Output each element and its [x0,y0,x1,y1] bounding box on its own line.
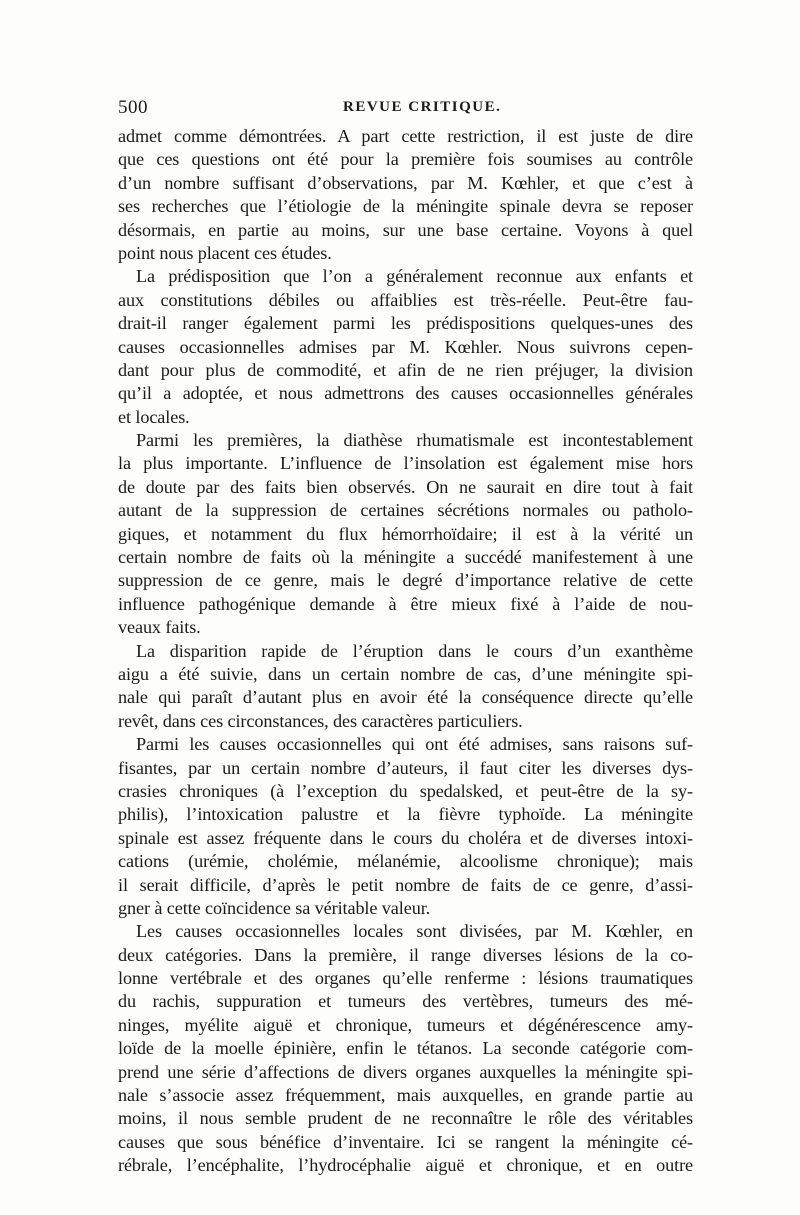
paragraph-first-line: La prédisposition que l’on a généralement reconnue aux enfants et [136,266,693,287]
paragraph-first-line: Parmi les premières, la diathèse rhumatismale est incontestablement [136,430,693,451]
text-line: certain nombre de faits où la méningite a succédé manifestement à une [118,547,693,568]
text-line: influence pathogénique demande à être mieux fixé à l’aide de nou- [118,593,693,614]
running-title: REVUE CRITIQUE. [343,99,502,115]
text-line: loïde de la moelle épinière, enfin le tétanos. La seconde catégorie com- [118,1038,693,1059]
text-line: gner à cette coïncidence sa véritable valeur. [118,897,431,918]
text-line: lonne vertébrale et des organes qu’elle renferme : lésions traumatiques [118,968,693,989]
text-line: spinale est assez fréquente dans le cours du choléra et de diverses intoxi- [118,827,693,848]
text-line: désormais, en partie au moins, sur une base certaine. Voyons à quel [118,219,693,240]
paragraph-first-line: La disparition rapide de l’éruption dans le cours d’un exanthème [136,640,693,661]
text-line: crasies chroniques (à l’exception du spedalsked, et peut-être de la sy- [118,780,693,801]
text-line: fisantes, par un certain nombre d’auteurs, il faut citer les diverses dys- [118,757,693,778]
text-line: que ces questions ont été pour la première fois soumises au contrôle [118,149,693,170]
text-line: de doute par des faits bien observés. On ne saurait en dire tout à fait [118,476,693,497]
text-line: la plus importante. L’influence de l’insolation est également mise hors [118,453,693,474]
text-line: nale qui paraît d’autant plus en avoir été la conséquence directe qu’elle [118,687,693,708]
text-line: admet comme démontrées. A part cette restriction, il est juste de dire [118,126,693,146]
text-line: ninges, myélite aiguë et chronique, tumeurs et dégénérescence amy- [118,1014,693,1035]
paragraph-first-line: Parmi les causes occasionnelles qui ont été admises, sans raisons suf- [136,734,693,755]
text-line: drait-il ranger également parmi les prédispositions quelques-unes des [118,313,693,334]
text-line: du rachis, suppuration et tumeurs des vertèbres, tumeurs des mé- [118,991,693,1012]
paragraph-first-line: Les causes occasionnelles locales sont divisées, par M. Kœhler, en [136,921,693,942]
text-line: deux catégories. Dans la première, il range diverses lésions de la co- [118,944,693,965]
text-line: philis), l’intoxication palustre et la fièvre typhoïde. La méningite [118,804,693,825]
text-line: prend une série d’affections de divers organes auxquelles la méningite spi- [118,1061,693,1082]
text-line: giques, et notamment du flux hémorrhoïdaire; il est à la vérité un [118,523,693,544]
text-line: aux constitutions débiles ou affaiblies est très-réelle. Peut-être fau- [118,289,693,310]
text-line: causes occasionnelles admises par M. Kœhler. Nous suivrons cepen- [118,336,693,357]
text-line: cations (urémie, cholémie, mélanémie, alcoolisme chronique); mais [118,851,693,872]
text-line: dant pour plus de commodité, et afin de ne rien préjuger, la division [118,359,693,380]
text-line: ses recherches que l’étiologie de la méningite spinale devra se reposer [118,196,693,217]
text-line: nale s’associe assez fréquemment, mais auxquelles, en grande partie au [118,1085,693,1106]
text-line: aigu a été suivie, dans un certain nombre de cas, d’une méningite spi- [118,663,693,684]
text-line: causes que sous bénéfice d’inventaire. Ici se rangent la méningite cé- [118,1131,693,1152]
text-line: moins, il nous semble prudent de ne reconnaître le rôle des véritables [118,1108,693,1129]
text-line: point nous placent ces études. [118,242,332,263]
text-line: autant de la suppression de certaines sécrétions normales ou patholo- [118,500,693,521]
text-line: il serait difficile, d’après le petit nombre de faits de ce genre, d’assi- [118,874,693,895]
text-line: qu’il a adoptée, et nous admettrons des causes occasionnelles générales [118,383,693,404]
text-line: suppression de ce genre, mais le degré d’importance relative de cette [118,570,693,591]
running-head [118,97,692,121]
text-line: d’un nombre suffisant d’observations, par M. Kœhler, et que c’est à [118,172,693,193]
text-line: revêt, dans ces circonstances, des caractères particuliers. [118,710,523,731]
text-line: rébrale, l’encéphalite, l’hydrocéphalie aiguë et chronique, et en outre [118,1155,693,1176]
page-number: 500 [118,97,148,118]
text-line: et locales. [118,406,190,427]
text-line: veaux faits. [118,617,201,638]
body-text [118,125,693,1178]
